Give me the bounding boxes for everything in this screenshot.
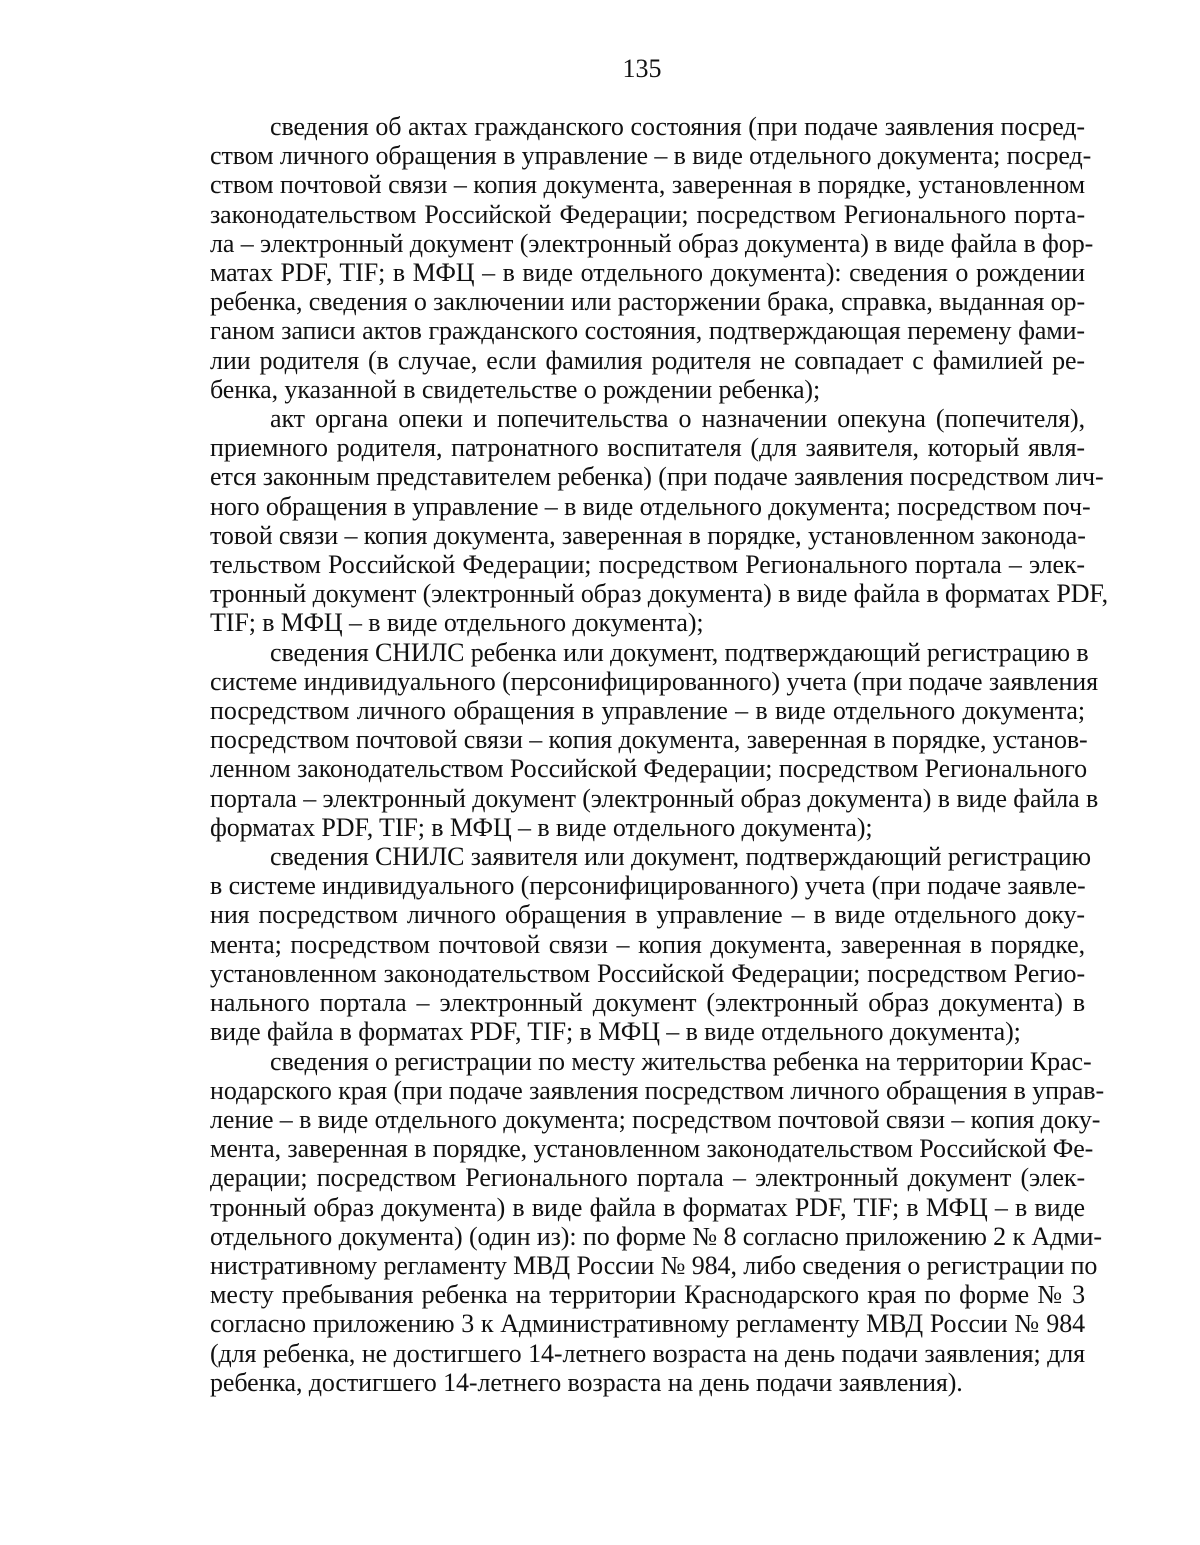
text-line: акт органа опеки и попечительства о назначении опекуна (попечителя),: [270, 404, 1085, 434]
text-line: нистративному регламенту МВД России № 984, либо сведения о регистрации по: [210, 1250, 1098, 1280]
text-line: месту пребывания ребенка на территории Краснодарского края по форме № 3: [210, 1280, 1085, 1310]
paragraph-civil-status-records: [210, 112, 1094, 404]
paragraph-residence-registration: [210, 1046, 1104, 1397]
text-line: лии родителя (в случае, если фамилия родителя не совпадает с фамилией ре-: [210, 345, 1085, 375]
paragraph-child-snils: [210, 637, 1099, 842]
text-line: ганом записи актов гражданского состояния, подтверждающая перемену фами-: [210, 316, 1085, 346]
text-line: TIF; в МФЦ – в виде отдельного документа);: [210, 608, 704, 638]
paragraph-guardianship-act: [210, 404, 1109, 638]
text-line: форматах PDF, TIF; в МФЦ – в виде отдельного документа);: [210, 812, 873, 842]
text-line: мента; посредством почтовой связи – копия документа, заверенная в порядке,: [210, 929, 1085, 959]
text-line: ется законным представителем ребенка) (при подаче заявления посредством лич-: [210, 462, 1104, 492]
text-line: бенка, указанной в свидетельстве о рождении ребенка);: [210, 374, 821, 404]
text-line: матах PDF, TIF; в МФЦ – в виде отдельного документа): сведения о рождении: [210, 258, 1085, 288]
text-line: нодарского края (при подаче заявления посредством личного обращения в управ-: [210, 1075, 1104, 1105]
text-line: ла – электронный документ (электронный образ документа) в виде файла в фор-: [210, 228, 1094, 258]
text-line: согласно приложению 3 к Административному регламенту МВД России № 984: [210, 1309, 1085, 1339]
text-line: посредством личного обращения в управление – в виде отдельного документа;: [210, 696, 1085, 726]
text-line: отдельного документа) (один из): по форме № 8 согласно приложению 2 к Адми-: [210, 1221, 1102, 1251]
text-line: законодательством Российской Федерации; посредством Регионального порта-: [210, 199, 1085, 229]
text-line: сведения об актах гражданского состояния (при подаче заявления посред-: [270, 112, 1085, 141]
text-line: системе индивидуального (персонифицированного) учета (при подаче заявления: [210, 666, 1098, 696]
page-number: 135: [622, 54, 662, 83]
text-line: приемного родителя, патронатного воспитателя (для заявителя, который явля-: [210, 433, 1085, 463]
text-line: товой связи – копия документа, заверенная в порядке, установленном законода-: [210, 520, 1086, 550]
document-body: [210, 112, 1109, 1397]
text-line: ством почтовой связи – копия документа, заверенная в порядке, установленном: [210, 170, 1085, 200]
text-line: тронный образ документа) в виде файла в форматах PDF, TIF; в МФЦ – в виде: [210, 1192, 1085, 1222]
text-line: ление – в виде отдельного документа; посредством почтовой связи – копия доку-: [210, 1104, 1101, 1134]
text-line: ния посредством личного обращения в управление – в виде отдельного доку-: [210, 900, 1085, 930]
text-line: нального портала – электронный документ (электронный образ документа) в: [210, 988, 1085, 1018]
text-line: (для ребенка, не достигшего 14-летнего возраста на день подачи заявления; для: [210, 1338, 1085, 1368]
text-line: посредством почтовой связи – копия документа, заверенная в порядке, установ-: [210, 725, 1088, 755]
text-line: сведения СНИЛС ребенка или документ, подтверждающий регистрацию в: [270, 637, 1089, 667]
text-line: тронный документ (электронный образ документа) в виде файла в форматах PDF,: [210, 579, 1109, 609]
text-line: ного обращения в управление – в виде отдельного документа; посредством поч-: [210, 491, 1091, 521]
text-line: ребенка, достигшего 14-летнего возраста на день подачи заявления).: [210, 1367, 963, 1397]
paragraph-applicant-snils: [210, 842, 1091, 1047]
text-line: мента, заверенная в порядке, установленном законодательством Российской Фе-: [210, 1134, 1094, 1164]
text-line: установленном законодательством Российской Федерации; посредством Регио-: [210, 958, 1085, 988]
text-line: сведения СНИЛС заявителя или документ, подтверждающий регистрацию: [270, 842, 1091, 872]
text-line: сведения о регистрации по месту жительства ребенка на территории Крас-: [270, 1046, 1092, 1076]
text-line: тельством Российской Федерации; посредством Регионального портала – элек-: [210, 550, 1085, 580]
text-line: портала – электронный документ (электронный образ документа) в виде файла в: [210, 783, 1099, 813]
text-line: виде файла в форматах PDF, TIF; в МФЦ – в виде отдельного документа);: [210, 1017, 1021, 1047]
text-line: ленном законодательством Российской Федерации; посредством Регионального: [210, 754, 1087, 784]
text-line: в системе индивидуального (персонифицированного) учета (при подаче заявле-: [210, 871, 1086, 901]
text-line: ством личного обращения в управление – в виде отдельного документа; посред-: [210, 141, 1092, 171]
text-line: дерации; посредством Регионального портала – электронный документ (элек-: [210, 1163, 1085, 1193]
text-line: ребенка, сведения о заключении или расторжении брака, справка, выданная ор-: [210, 287, 1085, 317]
